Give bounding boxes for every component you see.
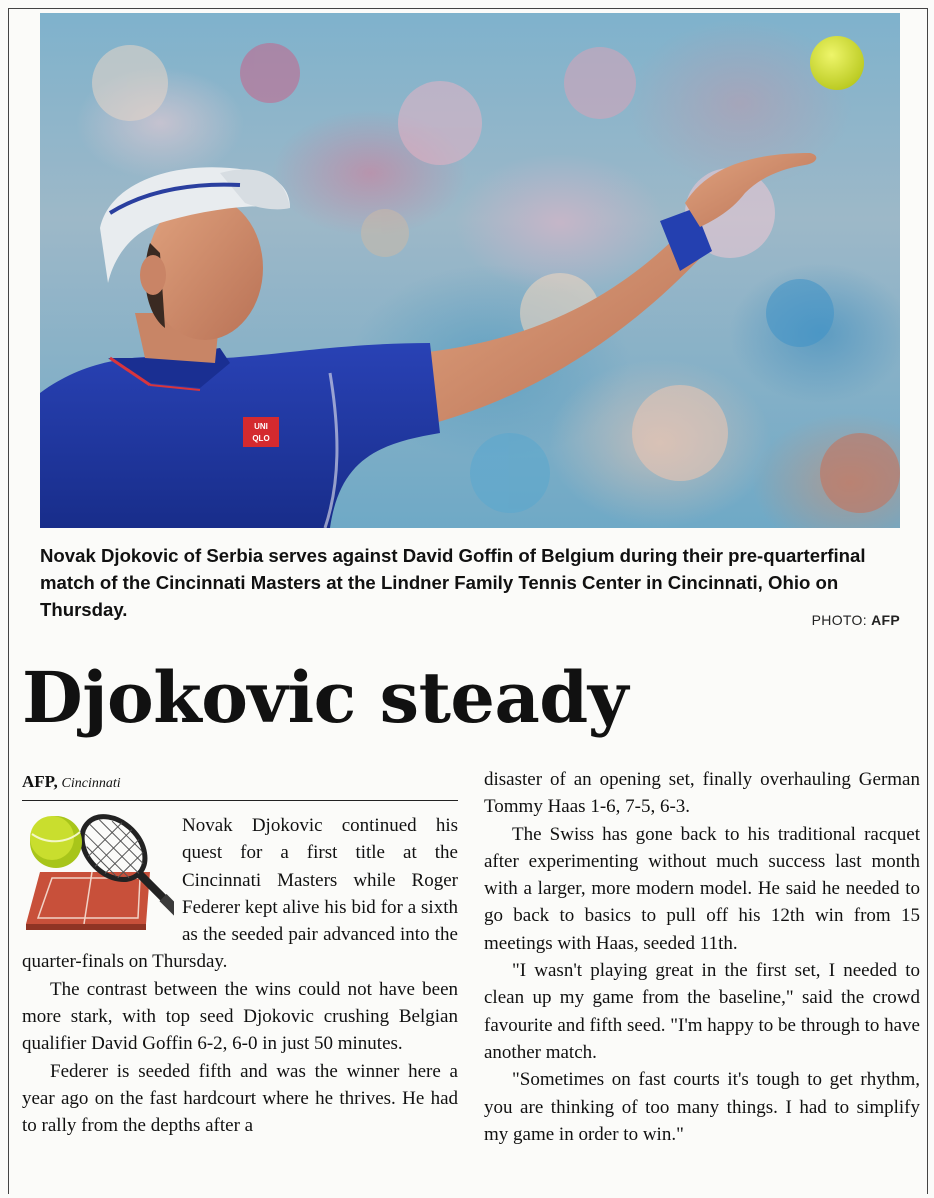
byline-city: Cincinnati [61, 776, 121, 791]
byline-divider [22, 800, 458, 801]
svg-text:QLO: QLO [252, 434, 270, 443]
article-paragraph: The contrast between the wins could not have been more stark, with top seed Djokovic crushing Belgian qualifier David Goffin 6-2, 6-0 in just 50 minutes. [22, 978, 458, 1055]
photo-caption [40, 542, 900, 623]
article-paragraph: "I wasn't playing great in the first set, I needed to clean up my game from the baseline," said the crowd favourite and fifth seed. "I'm happy to be through to have another match. [484, 960, 920, 1063]
caption-text: Novak Djokovic of Serbia serves against David Goffin of Belgium during their pre-quarterfinal match of the Cincinnati Masters at the Lindner Family Tennis Center in Cincinnati, Ohio on Thursday. [40, 545, 866, 620]
article-paragraph: Novak Djokovic continued his quest for a first title at the Cincinnati Masters while Roger Federer kept alive his bid for a sixth as the seeded pair advanced into the quarter-finals on Thursday. [22, 815, 458, 973]
photo-credit [812, 612, 900, 628]
svg-text:UNI: UNI [254, 422, 268, 431]
credit-source: AFP [871, 612, 900, 628]
tennis-player-illustration [40, 13, 900, 528]
article-paragraph: The Swiss has gone back to his traditional racquet after experimenting without much success last month with a larger, more modern model. He said he needed to go back to basics to pull off his 12th win from 15 meetings with Haas, seeded 11th. [484, 823, 920, 954]
article-paragraph: Federer is seeded fifth and was the winner here a year ago on the fast hardcourt where he thrives. He had to rally from the depths after a [22, 1060, 458, 1137]
column-divider [469, 768, 470, 1198]
tennis-ball-icon [810, 36, 864, 90]
news-photo [40, 13, 900, 528]
credit-label: PHOTO: [811, 612, 867, 628]
byline-agency: AFP, [22, 772, 58, 791]
tennis-icon [22, 812, 174, 946]
article-paragraph: disaster of an opening set, finally overhauling German Tommy Haas 1-6, 7-5, 6-3. [484, 769, 920, 818]
article-column-left [22, 812, 458, 1140]
headline: Djokovic steady [22, 656, 628, 739]
article-paragraph: "Sometimes on fast courts it's tough to get rhythm, you are thinking of too many things. I had to simplify my game in order to win." [484, 1069, 920, 1145]
byline [22, 772, 458, 792]
article-column-right [484, 766, 920, 1148]
